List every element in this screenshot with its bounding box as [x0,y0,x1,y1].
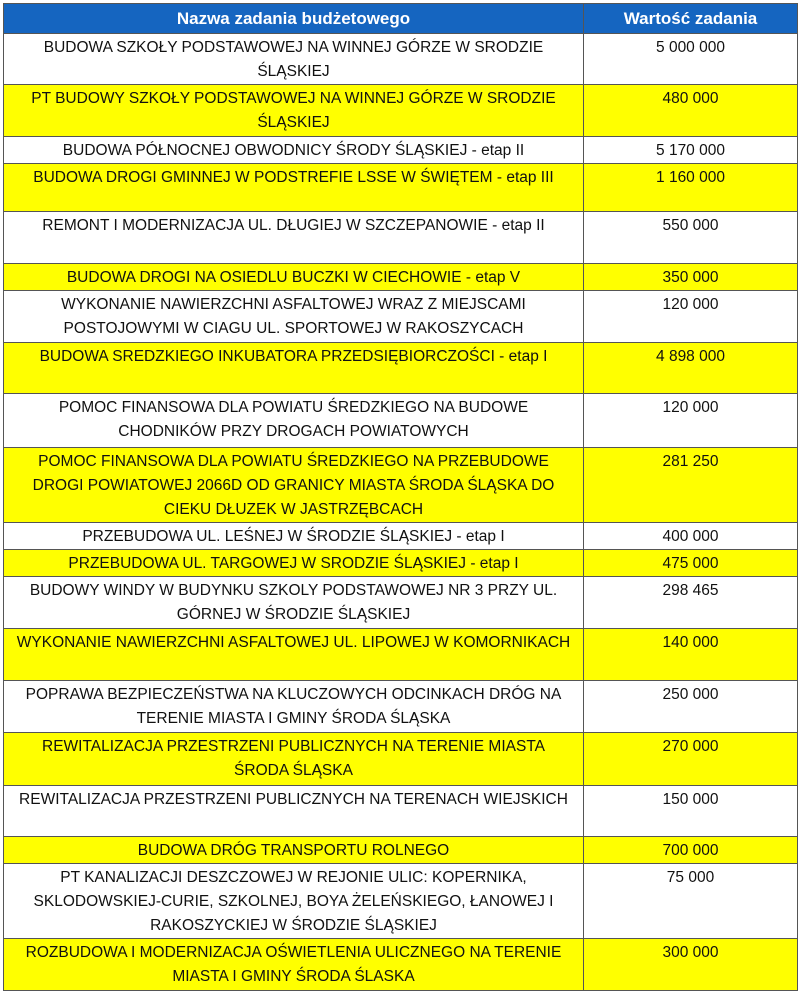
table-row [4,212,798,264]
table-row [4,550,798,577]
table-row [4,786,798,837]
task-name-cell: BUDOWY WINDY W BUDYNKU SZKOLY PODSTAWOWEJ NR 3 PRZY UL. GÓRNEJ W ŚRODZIE ŚLĄSKIEJ [4,577,584,629]
table-row [4,864,798,939]
task-name-cell: ROZBUDOWA I MODERNIZACJA OŚWIETLENIA ULICZNEGO NA TERENIE MIASTA I GMINY ŚRODA ŚLASKA [4,939,584,991]
table-row [4,85,798,137]
task-value-cell: 270 000 [584,733,798,786]
task-name-cell: WYKONANIE NAWIERZCHNI ASFALTOWEJ WRAZ Z MIEJSCAMI POSTOJOWYMI W CIAGU UL. SPORTOWEJ W RAKOSZYCACH [4,291,584,343]
table-row [4,939,798,991]
task-value-cell: 700 000 [584,837,798,864]
task-value-cell: 120 000 [584,394,798,448]
task-name-cell: BUDOWA DRÓG TRANSPORTU ROLNEGO [4,837,584,864]
table-row [4,137,798,164]
table-row [4,448,798,523]
task-value-cell: 1 160 000 [584,164,798,212]
task-name-cell: REMONT I MODERNIZACJA UL. DŁUGIEJ W SZCZEPANOWIE - etap II [4,212,584,264]
task-value-cell: 75 000 [584,864,798,939]
table-row [4,291,798,343]
task-value-cell: 298 465 [584,577,798,629]
task-name-cell: REWITALIZACJA PRZESTRZENI PUBLICZNYCH NA TERENACH WIEJSKICH [4,786,584,837]
task-value-cell: 475 000 [584,550,798,577]
table-row [4,264,798,291]
task-name-column-header: Nazwa zadania budżetowego [4,4,584,34]
task-name-cell: BUDOWA DROGI GMINNEJ W PODSTREFIE LSSE W ŚWIĘTEM - etap III [4,164,584,212]
table-row [4,523,798,550]
task-value-column-header: Wartość zadania [584,4,798,34]
task-value-cell: 150 000 [584,786,798,837]
task-name-cell: PRZEBUDOWA UL. LEŚNEJ W ŚRODZIE ŚLĄSKIEJ - etap I [4,523,584,550]
task-name-cell: PRZEBUDOWA UL. TARGOWEJ W SRODZIE ŚLĄSKIEJ - etap I [4,550,584,577]
table-row [4,733,798,786]
table-row [4,681,798,733]
task-value-cell: 480 000 [584,85,798,137]
task-value-cell: 400 000 [584,523,798,550]
task-value-cell: 120 000 [584,291,798,343]
task-name-cell: BUDOWA SZKOŁY PODSTAWOWEJ NA WINNEJ GÓRZE W SRODZIE ŚLĄSKIEJ [4,34,584,85]
task-value-cell: 4 898 000 [584,343,798,394]
table-row [4,394,798,448]
task-value-cell: 350 000 [584,264,798,291]
task-name-cell: REWITALIZACJA PRZESTRZENI PUBLICZNYCH NA TERENIE MIASTA ŚRODA ŚLĄSKA [4,733,584,786]
task-name-cell: PT BUDOWY SZKOŁY PODSTAWOWEJ NA WINNEJ GÓRZE W SRODZIE ŚLĄSKIEJ [4,85,584,137]
task-value-cell: 5 000 000 [584,34,798,85]
table-header-row [4,4,798,34]
task-name-cell: WYKONANIE NAWIERZCHNI ASFALTOWEJ UL. LIPOWEJ W KOMORNIKACH [4,629,584,681]
task-name-cell: BUDOWA PÓŁNOCNEJ OBWODNICY ŚRODY ŚLĄSKIEJ - etap II [4,137,584,164]
budget-tasks-table [3,3,798,991]
task-value-cell: 5 170 000 [584,137,798,164]
task-name-cell: POMOC FINANSOWA DLA POWIATU ŚREDZKIEGO NA PRZEBUDOWE DROGI POWIATOWEJ 2066D OD GRANICY MIASTA ŚRODA ŚLĄSKA DO CIEKU DŁUZEK W JASTRZĘBCACH [4,448,584,523]
task-name-cell: PT KANALIZACJI DESZCZOWEJ W REJONIE ULIC: KOPERNIKA, SKLODOWSKIEJ-CURIE, SZKOLNEJ, BOYA ŻELEŃSKIEGO, ŁANOWEJ I RAKOSZYCKIEJ W ŚRODZIE ŚLĄSKIEJ [4,864,584,939]
task-value-cell: 550 000 [584,212,798,264]
task-value-cell: 140 000 [584,629,798,681]
task-name-cell: BUDOWA DROGI NA OSIEDLU BUCZKI W CIECHOWIE - etap V [4,264,584,291]
table-row [4,164,798,212]
table-row [4,34,798,85]
task-value-cell: 281 250 [584,448,798,523]
table-row [4,837,798,864]
table-row [4,629,798,681]
task-name-cell: POMOC FINANSOWA DLA POWIATU ŚREDZKIEGO NA BUDOWE CHODNIKÓW PRZY DROGACH POWIATOWYCH [4,394,584,448]
task-value-cell: 300 000 [584,939,798,991]
task-name-cell: POPRAWA BEZPIECZEŃSTWA NA KLUCZOWYCH ODCINKACH DRÓG NA TERENIE MIASTA I GMINY ŚRODA ŚLĄSKA [4,681,584,733]
table-row [4,577,798,629]
table-row [4,343,798,394]
task-name-cell: BUDOWA SREDZKIEGO INKUBATORA PRZEDSIĘBIORCZOŚCI - etap I [4,343,584,394]
task-value-cell: 250 000 [584,681,798,733]
